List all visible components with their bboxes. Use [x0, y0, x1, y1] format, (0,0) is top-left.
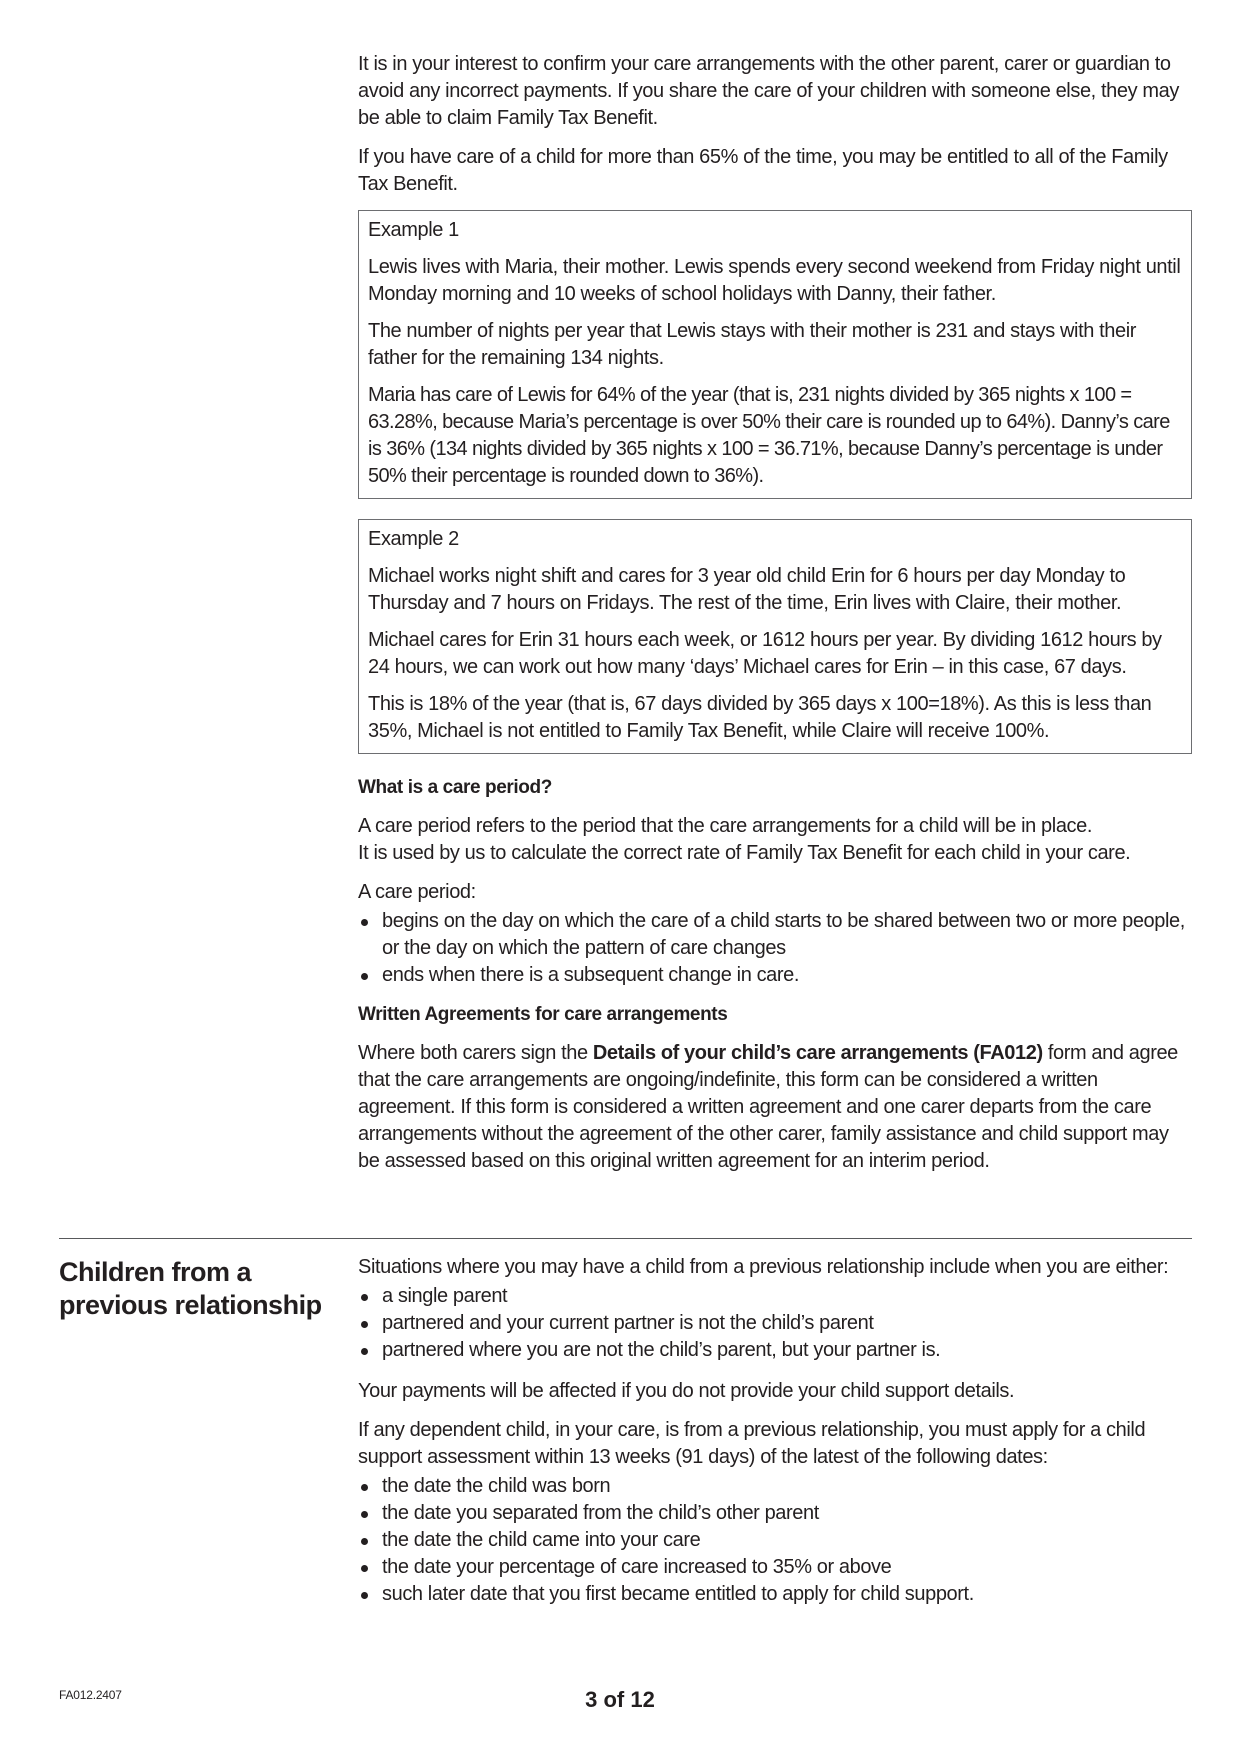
list-item: the date you separated from the child’s other parent [358, 1500, 1192, 1527]
main-column-bottom [358, 1254, 1192, 1620]
care-period-list [358, 908, 1192, 989]
list-item: the date the child came into your care [358, 1527, 1192, 1554]
example-1-paragraph-3: Maria has care of Lewis for 64% of the year (that is, 231 nights divided by 365 nights x 100 = 63.28%, because Maria’s percentage is over 50% their care is rounded up to 64%). Danny’s care is 36% (134 nights divided by 365 nights x 100 = 36.71%, because Danny’s percentage is under 50% their percentage is rounded down to 36%). [368, 384, 1170, 487]
example-2-paragraph-1: Michael works night shift and cares for 3 year old child Erin for 6 hours per day Monday to Thursday and 7 hours on Fridays. The rest of the time, Erin lives with Claire, their mother. [368, 565, 1126, 614]
form-name: Details of your child’s care arrangements (FA012) [592, 1042, 1043, 1064]
written-agreements-text-end: form and agree that the care arrangements are ongoing/indefinite, this form can be considered a written agreement. If this form is considered a written agreement and one carer departs from the care arrangements without the agreement of the other carer, family assistance and child support may be assessed based on this original written agreement for an interim period. [358, 1042, 1178, 1172]
intro-paragraph-1: It is in your interest to confirm your care arrangements with the other parent, carer or guardian to avoid any incorrect payments. If you share the care of your children with someone else, they may be able to claim Family Tax Benefit. [358, 53, 1179, 129]
list-item: ends when there is a subsequent change in care. [358, 962, 1192, 989]
list-item: a single parent [358, 1283, 1192, 1310]
intro-paragraph-2: If you have care of a child for more than 65% of the time, you may be entitled to all of the Family Tax Benefit. [358, 146, 1168, 195]
list-item: such later date that you first became entitled to apply for child support. [358, 1581, 1192, 1608]
written-agreements-heading: Written Agreements for care arrangements [358, 1004, 728, 1025]
form-code: FA012.2407 [59, 1688, 122, 1702]
example-2-box [358, 519, 1192, 754]
list-item: the date your percentage of care increased to 35% or above [358, 1554, 1192, 1581]
example-2-paragraph-2: Michael cares for Erin 31 hours each week, or 1612 hours per year. By dividing 1612 hours by 24 hours, we can work out how many ‘days’ Michael cares for Erin – in this case, 67 days. [368, 629, 1162, 678]
apply-paragraph: If any dependent child, in your care, is from a previous relationship, you must apply for a child support assessment within 13 weeks (91 days) of the latest of the following dates: [358, 1419, 1146, 1468]
payments-affected-paragraph: Your payments will be affected if you do not provide your child support details. [358, 1380, 1015, 1402]
example-1-label: Example 1 [368, 219, 459, 241]
list-item: the date the child was born [358, 1473, 1192, 1500]
written-agreements-paragraph [358, 1040, 1192, 1175]
list-item: begins on the day on which the care of a child starts to be shared between two or more people, or the day on which the pattern of care changes [358, 908, 1192, 962]
list-item: partnered and your current partner is not the child’s parent [358, 1310, 1192, 1337]
care-period-paragraph [358, 813, 1192, 867]
care-period-list-intro: A care period: [358, 881, 476, 903]
care-period-line-2: It is used by us to calculate the correct rate of Family Tax Benefit for each child in your care. [358, 842, 1131, 864]
page-number: 3 of 12 [585, 1687, 655, 1712]
example-1-paragraph-1: Lewis lives with Maria, their mother. Lewis spends every second weekend from Friday night until Monday morning and 10 weeks of school holidays with Danny, their father. [368, 256, 1181, 305]
example-1-box [358, 210, 1192, 499]
dates-list [358, 1473, 1192, 1608]
situations-list [358, 1283, 1192, 1364]
section-divider [59, 1238, 1192, 1239]
side-heading-previous-relationship: Children from a previous relationship [59, 1257, 322, 1320]
previous-relationship-intro: Situations where you may have a child from a previous relationship include when you are either: [358, 1256, 1169, 1278]
written-agreements-text-start: Where both carers sign the [358, 1042, 593, 1064]
care-period-heading: What is a care period? [358, 777, 552, 798]
example-2-paragraph-3: This is 18% of the year (that is, 67 days divided by 365 days x 100=18%). As this is less than 35%, Michael is not entitled to Family Tax Benefit, while Claire will receive 100%. [368, 693, 1152, 742]
example-1-paragraph-2: The number of nights per year that Lewis stays with their mother is 231 and stays with their father for the remaining 134 nights. [368, 320, 1137, 369]
care-period-line-1: A care period refers to the period that the care arrangements for a child will be in place. [358, 815, 1093, 837]
main-column-top [358, 51, 1192, 1187]
list-item: partnered where you are not the child’s parent, but your partner is. [358, 1337, 1192, 1364]
example-2-label: Example 2 [368, 528, 459, 550]
